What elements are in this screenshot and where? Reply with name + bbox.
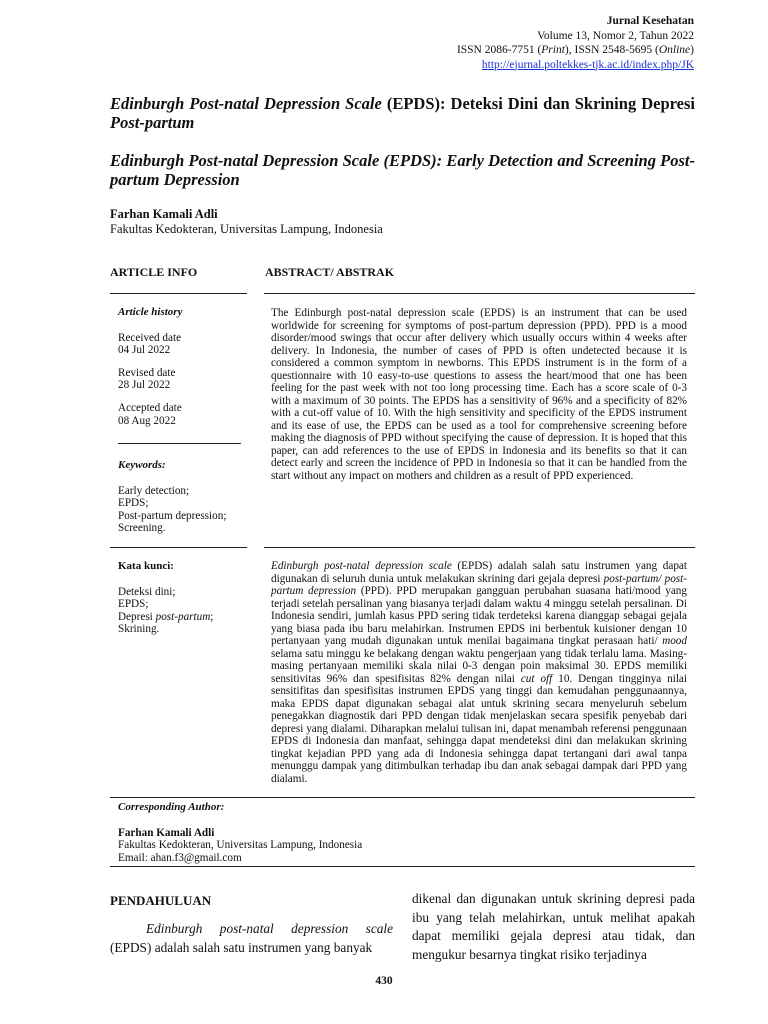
divider: [264, 293, 695, 294]
keyword-item: Post-partum depression;: [118, 509, 227, 522]
divider: [110, 293, 247, 294]
corresponding-email: Email: ahan.f3@gmail.com: [118, 851, 242, 864]
divider: [264, 547, 695, 548]
revised-label: Revised date: [118, 366, 176, 379]
kata-kunci-item: EPDS;: [118, 598, 149, 611]
keyword-item: Early detection;: [118, 484, 190, 497]
divider: [110, 547, 247, 548]
author-name: Farhan Kamali Adli: [110, 207, 218, 221]
abstract-indonesian: Edinburgh post-natal depression scale (EPDS) adalah salah satu instrumen yang dapat digunakan di seluruh dunia untuk melakukan skrining dari gejala depresi post-partum/ post-partum depression (PPD). PPD merupakan gangguan perubahan suasana hati/mood yang terjadi setelah persalinan yang biasanya terjadi dalam waktu 4 minggu setelah persalinan. Di Indonesia sendiri, jumlah kasus PPD sering tidak terdeteksi karena dianggap sebagai gejala yang biasa pada ibu baru melahirkan. Instrumen EPDS ini berbentuk kuisioner dengan 10 pertanyaan yang mudah digunakan untuk menilai bagaimana tingkat perasaan hati/ mood selama satu minggu ke belakang dengan waktu pengerjaan yang tidak terlalu lama. Masing-masing pertanyaan memiliki skala nilai 0-3 dengan poin maksimal 30. EPDS memiliki sensitivitas 96% dan spesifisitas 82% dengan nilai cut off 10. Dengan tingginya nilai sensitifitas dan spesifisitas instrumen EPDS yang tinggi dan kemudahan penggunaannya, maka EPDS dapat digunakan sebagai alat untuk skrining secara menyeluruh sebelum penegakkan diagnostik dari PPD dengan tidak menjelaskan secara spesifik penyebab dari depresi yang dialami. Diharapkan melalui tulisan ini, dapat menambah referensi penggunaan EPDS di Indonesia dan manfaat, sehingga dapat mendeteksi dini dan melakukan skrining tingkat kejadian PPD yang ada di Indonesia sehingga dapat tertangani dari awal tanpa menunggu dampak yang ditimbulkan terhadap ibu dan anak sebagai dampak dari PPD yang dialami.: [271, 560, 688, 785]
received-date: 04 Jul 2022: [118, 344, 171, 357]
corresponding-author: [118, 801, 678, 864]
kata-kunci-item: Deteksi dini;: [118, 585, 176, 598]
article-history-heading: Article history: [118, 306, 183, 318]
article-title-id: Edinburgh Post-natal Depression Scale (EPDS): Deteksi Dini dan Skrining Depresi Post-partum: [110, 94, 695, 132]
accepted-date: 08 Aug 2022: [118, 414, 176, 427]
kata-kunci-block: [118, 560, 258, 636]
keyword-item: EPDS;: [118, 497, 149, 510]
divider: [110, 797, 695, 798]
divider: [118, 443, 241, 444]
article-info-heading: ARTICLE INFO: [110, 265, 198, 279]
abstract-english: The Edinburgh post-natal depression scale (EPDS) is an instrument that can be used worldwide for screening for symptoms of post-partum depression (PPD). PPD is a mood disorder/mood swings that occur after delivery which usually occurs within 4 weeks after delivery. In Indonesia, the number of cases of PPD is often undetected because it is considered a common symptom in newborns. This EPDS instrument is in the form of a questionnaire with 10 easy-to-use questions to assess the heart/mood that one has been feeling for the past week with not too long processing time. Each has a score scale of 0-3 with a maximum of 30 points. The EPDS has a sensitivity of 96% and a specificity of 82% with a cut-off value of 10. With the high sensitivity and specificity of the EPDS instrument and its ease of use, the EPDS can be used as a tool for comprehensive screening before making the diagnosis of PPD without specifying the cause of depression. It is hoped that this paper, can add references to the use of EPDS in Indonesia and its benefits so that it can detect early and screen the incidence of PPD in Indonesia so that it can be handled from the start without any impact on mothers and children as a result of PPD experienced.: [271, 307, 687, 482]
journal-volume: Volume 13, Nomor 2, Tahun 2022: [537, 29, 694, 42]
keywords-heading: Keywords:: [118, 459, 166, 471]
divider: [110, 866, 695, 867]
journal-issn: ISSN 2086-7751 (Print), ISSN 2548-5695 (Online): [456, 44, 694, 56]
corresponding-name: Farhan Kamali Adli: [118, 826, 215, 839]
article-title-en: Edinburgh Post-natal Depression Scale (EPDS): Early Detection and Screening Post-partum Depression: [110, 151, 695, 189]
section-heading: PENDAHULUAN: [110, 893, 212, 908]
accepted-label: Accepted date: [118, 401, 182, 414]
body-paragraph-right: dikenal dan digunakan untuk skrining depresi pada ibu yang telah melahirkan, untuk melihat apakah dapat memiliki gejala depresi atau tidak, dan mengukur besarnya tingkat risiko terjadinya: [412, 891, 695, 962]
abstract-heading: ABSTRACT/ ABSTRAK: [265, 265, 395, 279]
journal-name: Jurnal Kesehatan: [606, 15, 694, 27]
corresponding-affiliation: Fakultas Kedokteran, Universitas Lampung, Indonesia: [118, 839, 363, 852]
journal-header: [457, 14, 694, 72]
page-number: 430: [375, 975, 393, 987]
body-paragraph-left: Edinburgh post-natal depression scale (EPDS) adalah salah satu instrumen yang banyak: [110, 921, 393, 955]
keywords-block: [118, 459, 258, 535]
kata-kunci-item: Skrining.: [118, 623, 160, 636]
revised-date: 28 Jul 2022: [118, 379, 171, 392]
author-affiliation: Fakultas Kedokteran, Universitas Lampung, Indonesia: [110, 222, 383, 236]
kata-kunci-heading: Kata kunci:: [118, 560, 174, 572]
corresponding-heading: Corresponding Author:: [118, 801, 225, 813]
article-history: [118, 306, 258, 427]
keyword-item: Screening.: [118, 522, 166, 535]
journal-url-link[interactable]: http://ejurnal.poltekkes-tjk.ac.id/index.php/JK: [481, 58, 694, 71]
received-label: Received date: [118, 331, 182, 344]
kata-kunci-item: Depresi post-partum;: [118, 610, 214, 623]
